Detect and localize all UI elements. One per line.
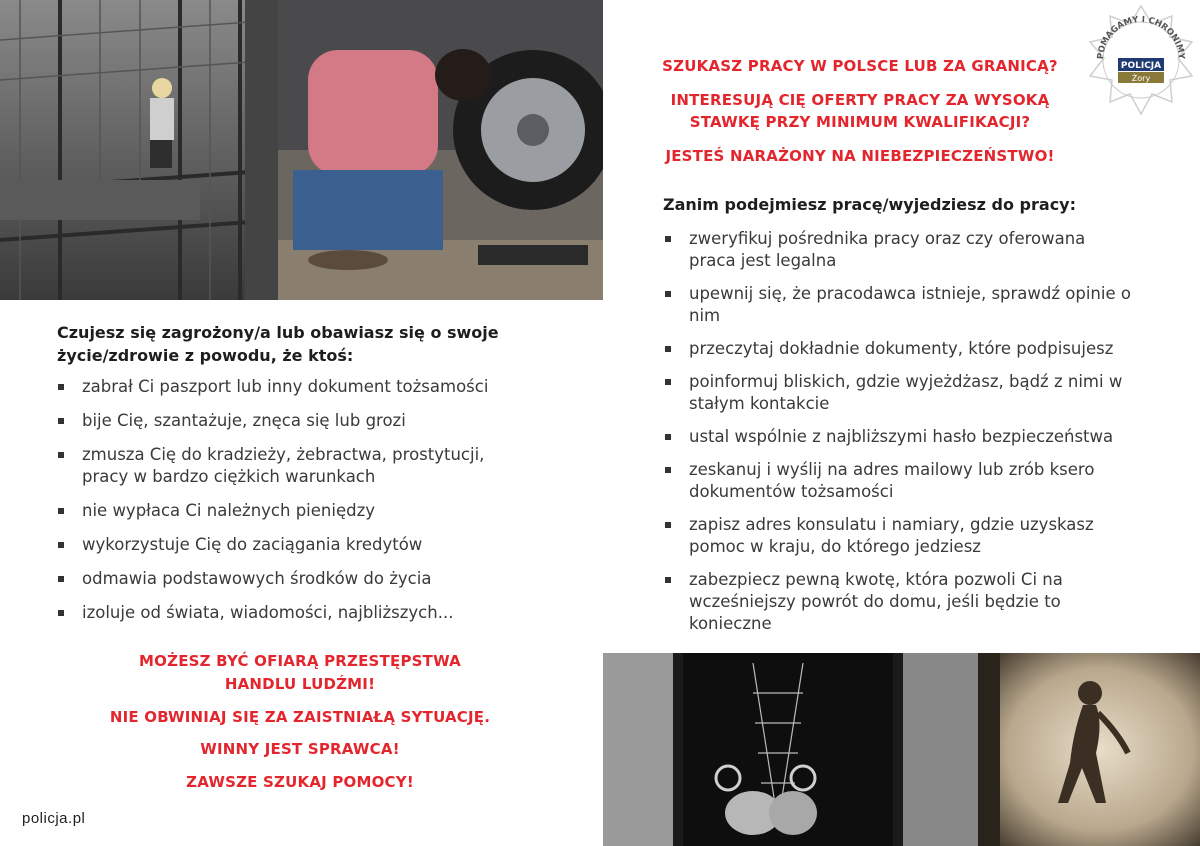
mechanic-photo xyxy=(278,0,603,300)
badge-ring-text: POMAGAMY I CHRONIMY xyxy=(1095,14,1187,60)
right-checklist xyxy=(665,228,1150,646)
list-item: zmusza Cię do kradzieży, żebractwa, prostytucji, pracy w bardzo ciężkich warunkach xyxy=(58,444,532,488)
right-heading: Zanim podejmiesz pracę/wyjedziesz do pracy: xyxy=(663,195,1077,214)
policja-pl-logo: policja.pl xyxy=(22,810,86,827)
list-item: zabrał Ci paszport lub inny dokument tożsamości xyxy=(58,376,538,398)
top-warning-line1: SZUKASZ PRACY W POLSCE LUB ZA GRANICĄ? xyxy=(662,57,1058,75)
victim-warning-line1a: MOŻESZ BYĆ OFIARĄ PRZESTĘPSTWA xyxy=(139,652,461,670)
list-item: wykorzystuje Cię do zaciągania kredytów xyxy=(58,534,538,556)
guilty-offender-message: WINNY JEST SPRAWCA! xyxy=(200,740,400,758)
list-item: bije Cię, szantażuje, znęca się lub grozi xyxy=(58,410,538,432)
seek-help-message: ZAWSZE SZUKAJ POMOCY! xyxy=(186,773,414,791)
list-item: przeczytaj dokładnie dokumenty, które podpisujesz xyxy=(665,338,1150,360)
list-item: zweryfikuj pośrednika pracy oraz czy oferowana praca jest legalna xyxy=(665,228,1129,272)
list-item: zapisz adres konsulatu i namiary, gdzie uzyskasz pomoc w kraju, do którego jedziesz xyxy=(665,514,1134,558)
badge-city: Żory xyxy=(1131,74,1151,83)
top-warning-line2a: INTERESUJĄ CIĘ OFERTY PRACY ZA WYSOKĄ xyxy=(670,91,1050,109)
list-item: zeskanuj i wyślij na adres mailowy lub zrób ksero dokumentów tożsamości xyxy=(665,459,1139,503)
victim-warning-line1b: HANDLU LUDŹMI! xyxy=(224,675,376,693)
list-item: poinformuj bliskich, gdzie wyjeżdżasz, bądź z nimi w stałym kontakcie xyxy=(665,371,1159,415)
list-item: ustal wspólnie z najbliższymi hasło bezpieczeństwa xyxy=(665,426,1150,448)
handcuffs-photo xyxy=(603,653,978,846)
list-item: upewnij się, że pracodawca istnieje, sprawdź opinie o nim xyxy=(665,283,1159,327)
shadow-silhouette-photo xyxy=(978,653,1200,846)
left-heading-line2: życie/zdrowie z powodu, że ktoś: xyxy=(57,346,354,365)
badge-label: POLICJA xyxy=(1120,61,1162,71)
left-heading xyxy=(57,321,499,367)
list-item: odmawia podstawowych środków do życia xyxy=(58,568,538,590)
left-heading-line1: Czujesz się zagrożony/a lub obawiasz się o swoje xyxy=(57,323,499,342)
top-warning-line3: JESTEŚ NARAŻONY NA NIEBEZPIECZEŃSTWO! xyxy=(665,147,1055,165)
list-item: nie wypłaca Ci należnych pieniędzy xyxy=(58,500,538,522)
list-item: izoluje od świata, wiadomości, najbliższych... xyxy=(58,602,538,624)
victim-warning xyxy=(40,650,560,696)
construction-worker-photo xyxy=(0,0,278,300)
top-warning-block xyxy=(640,55,1080,167)
left-threat-list xyxy=(58,376,538,636)
no-blame-message: NIE OBWINIAJ SIĘ ZA ZAISTNIAŁĄ SYTUACJĘ. xyxy=(109,708,491,726)
list-item: zabezpiecz pewną kwotę, która pozwoli Ci na wcześniejszy powrót do domu, jeśli będzie to konieczne xyxy=(665,569,1119,635)
top-warning-line2b: STAWKĘ PRZY MINIMUM KWALIFIKACJI? xyxy=(689,113,1031,131)
police-badge-logo xyxy=(1080,2,1200,124)
